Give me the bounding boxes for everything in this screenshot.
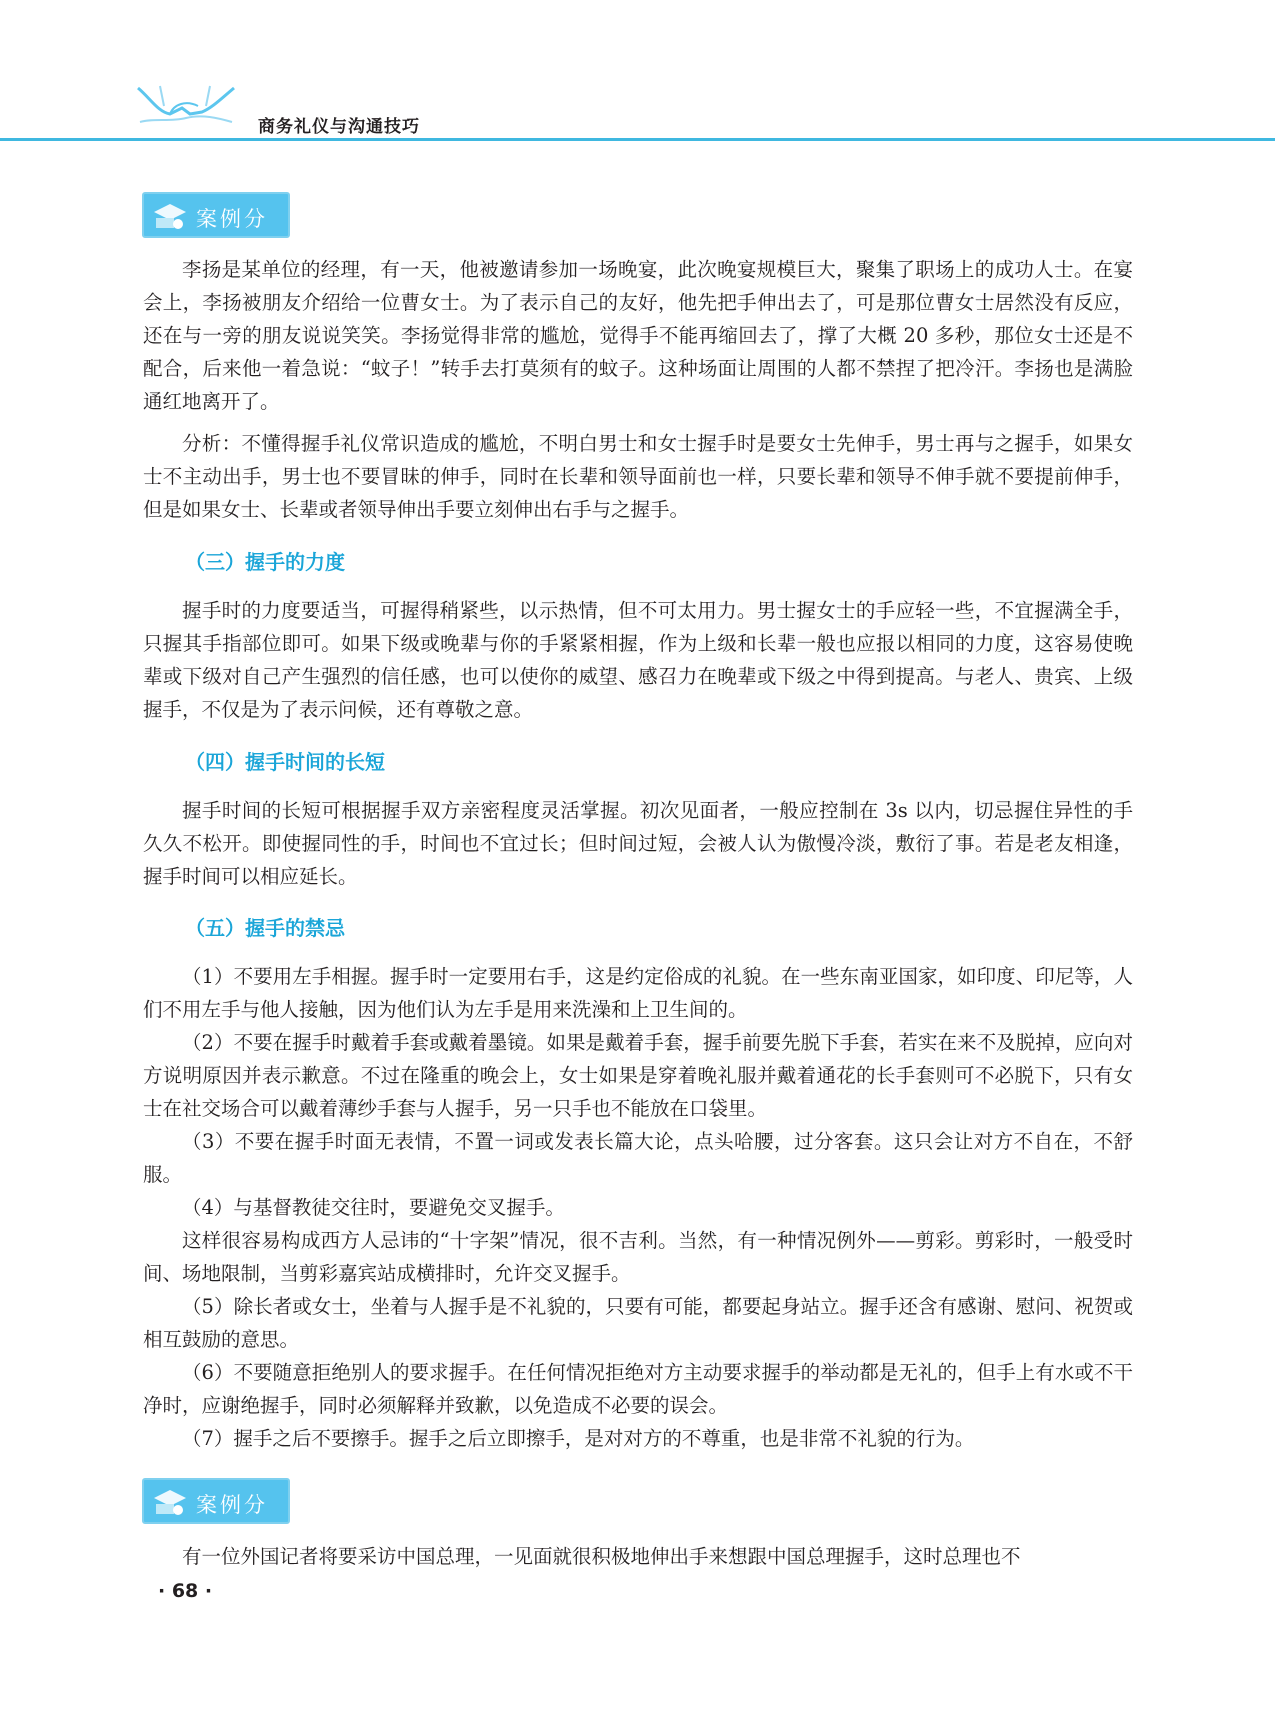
taboo-item: （2）不要在握手时戴着手套或戴着墨镜。如果是戴着手套，握手前要先脱下手套，若实在来不及脱掉，应向对方说明原因并表示歉意。不过在隆重的晚会上，女士如果是穿着晚礼服并戴着通花的长手套则可不必脱下，只有女士在社交场合可以戴着薄纱手套与人握手，另一只手也不能放在口袋里。 [143,1031,1133,1120]
section3-paragraph: 握手时的力度要适当，可握得稍紧些，以示热情，但不可太用力。男士握女士的手应轻一些，不宜握满全手，只握其手指部位即可。如果下级或晚辈与你的手紧紧相握，作为上级和长辈一般也应报以相同的力度，这容易使晚辈或下级对自己产生强烈的信任感，也可以使你的威望、感召力在晚辈或下级之中得到提高。与老人、贵宾、上级握手，不仅是为了表示问候，还有尊敬之意。 [143,599,1133,721]
badge-label: 案例分析 [196,207,268,261]
badge-label: 案例分析 [196,1493,268,1547]
section-heading-duration: （四）握手时间的长短 [185,750,385,774]
section5-list [143,960,1133,1455]
header-divider [0,138,1275,141]
page-number: · 68 · [158,1580,213,1602]
handshake-logo-icon [130,78,240,128]
case-analysis-badge [142,1478,290,1547]
section-heading-grip-strength: （三）握手的力度 [185,550,345,574]
page-header [0,0,1275,145]
case2-paragraph: 有一位外国记者将要采访中国总理，一见面就很积极地伸出手来想跟中国总理握手，这时总理也不 [182,1545,1021,1568]
section4-body [143,794,1133,893]
running-header-title: 商务礼仪与沟通技巧 [258,117,420,137]
section4-paragraph: 握手时间的长短可根据握手双方亲密程度灵活掌握。初次见面者，一般应控制在 3s 以内，切忌握住异性的手久久不松开。即使握同性的手，时间也不宜过长；但时间过短，会被人认为傲慢冷淡，敷衍了事。若是老友相逢，握手时间可以相应延长。 [143,799,1133,888]
taboo-item: （6）不要随意拒绝别人的要求握手。在任何情况拒绝对方主动要求握手的举动都是无礼的，但手上有水或不干净时，应谢绝握手，同时必须解释并致歉，以免造成不必要的误会。 [143,1361,1133,1417]
graduation-cap-icon [150,200,190,232]
taboo-item-note: 这样很容易构成西方人忌讳的“十字架”情况，很不吉利。当然，有一种情况例外——剪彩。剪彩时，一般受时间、场地限制，当剪彩嘉宾站成横排时，允许交叉握手。 [143,1229,1133,1285]
taboo-item: （4）与基督教徒交往时，要避免交叉握手。 [182,1196,565,1219]
taboo-item: （1）不要用左手相握。握手时一定要用右手，这是约定俗成的礼貌。在一些东南亚国家，如印度、印尼等，人们不用左手与他人接触，因为他们认为左手是用来洗澡和上卫生间的。 [143,965,1133,1021]
case1-story: 李扬是某单位的经理，有一天，他被邀请参加一场晚宴，此次晚宴规模巨大，聚集了职场上的成功人士。在宴会上，李扬被朋友介绍给一位曹女士。为了表示自己的友好，他先把手伸出去了，可是那位曹女士居然没有反应，还在与一旁的朋友说说笑笑。李扬觉得非常的尴尬，觉得手不能再缩回去了，撑了大概 20 多秒，那位女士还是不配合，后来他一着急说：“蚊子！”转手去打莫须有的蚊子。这种场面让周围的人都不禁捏了把冷汗。李扬也是满脸通红地离开了。 [143,258,1133,413]
taboo-item: （3）不要在握手时面无表情，不置一词或发表长篇大论，点头哈腰，过分客套。这只会让对方不自在，不舒服。 [143,1130,1133,1186]
section-heading-taboos: （五）握手的禁忌 [185,916,345,940]
case-analysis-badge [142,192,290,261]
case1-body [143,253,1133,526]
section3-body [143,594,1133,726]
case1-analysis: 分析：不懂得握手礼仪常识造成的尴尬，不明白男士和女士握手时是要女士先伸手，男士再与之握手，如果女士不主动出手，男士也不要冒昧的伸手，同时在长辈和领导面前也一样，只要长辈和领导不伸手就不要提前伸手，但是如果女士、长辈或者领导伸出手要立刻伸出右手与之握手。 [143,432,1133,521]
case2-body [143,1540,1133,1573]
taboo-item: （7）握手之后不要擦手。握手之后立即擦手，是对对方的不尊重，也是非常不礼貌的行为。 [182,1427,975,1450]
graduation-cap-icon [150,1486,190,1518]
taboo-item: （5）除长者或女士，坐着与人握手是不礼貌的，只要有可能，都要起身站立。握手还含有感谢、慰问、祝贺或相互鼓励的意思。 [143,1295,1133,1351]
